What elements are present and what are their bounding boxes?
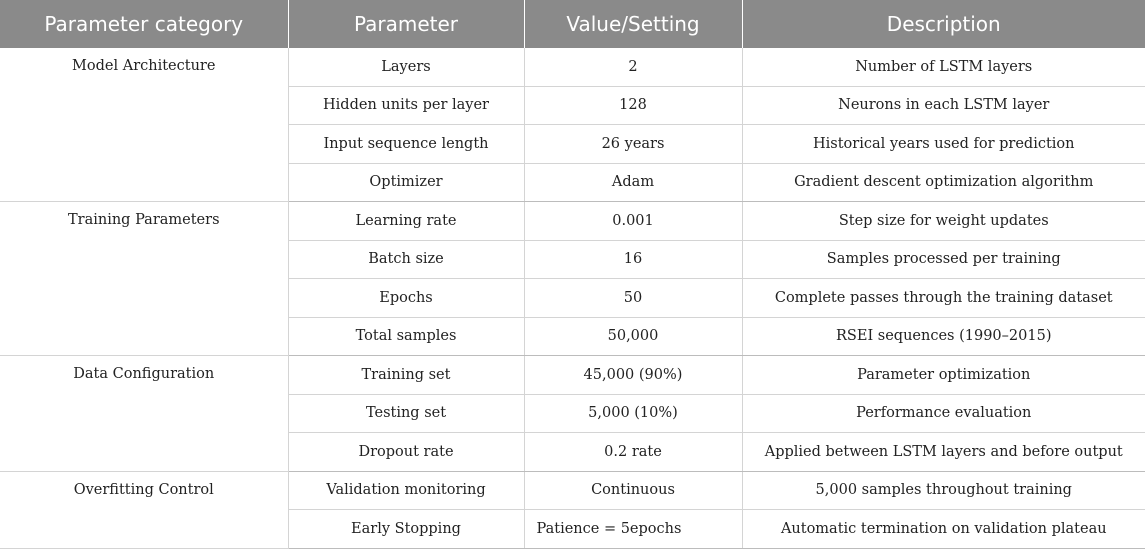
parameter-cell: Testing set — [288, 394, 524, 433]
description-cell: Parameter optimization — [742, 356, 1145, 395]
description-cell: Samples processed per training — [742, 240, 1145, 279]
description-cell: RSEI sequences (1990–2015) — [742, 317, 1145, 356]
header-parameter-category: Parameter category — [0, 0, 288, 48]
description-cell: Gradient descent optimization algorithm — [742, 163, 1145, 202]
value-cell: 128 — [524, 86, 742, 125]
description-cell: Historical years used for prediction — [742, 125, 1145, 164]
parameter-cell: Early Stopping — [288, 510, 524, 549]
description-cell: Neurons in each LSTM layer — [742, 86, 1145, 125]
description-cell: Complete passes through the training dataset — [742, 279, 1145, 318]
value-cell: Continuous — [524, 471, 742, 510]
description-cell: Number of LSTM layers — [742, 48, 1145, 86]
table-row — [0, 202, 1145, 241]
description-cell: Applied between LSTM layers and before output — [742, 433, 1145, 472]
parameter-cell: Layers — [288, 48, 524, 86]
parameter-cell: Validation monitoring — [288, 471, 524, 510]
parameter-cell: Hidden units per layer — [288, 86, 524, 125]
description-cell: Step size for weight updates — [742, 202, 1145, 241]
header-parameter: Parameter — [288, 0, 524, 48]
parameter-cell: Training set — [288, 356, 524, 395]
parameter-cell: Learning rate — [288, 202, 524, 241]
table-row — [0, 356, 1145, 395]
parameter-cell: Dropout rate — [288, 433, 524, 472]
table-body — [0, 48, 1145, 548]
value-cell: 0.001 — [524, 202, 742, 241]
parameter-cell: Total samples — [288, 317, 524, 356]
value-cell: 5,000 (10%) — [524, 394, 742, 433]
value-cell: 2 — [524, 48, 742, 86]
table-row — [0, 48, 1145, 86]
header-row — [0, 0, 1145, 48]
value-cell: 0.2 rate — [524, 433, 742, 472]
value-cell: 45,000 (90%) — [524, 356, 742, 395]
parameter-cell: Optimizer — [288, 163, 524, 202]
category-cell: Data Configuration — [0, 356, 288, 472]
category-cell: Overfitting Control — [0, 471, 288, 548]
category-cell: Training Parameters — [0, 202, 288, 356]
value-cell: 16 — [524, 240, 742, 279]
header-description: Description — [742, 0, 1145, 48]
value-cell: Patience = 5epochs — [524, 510, 742, 549]
table-header — [0, 0, 1145, 48]
value-cell: Adam — [524, 163, 742, 202]
category-cell: Model Architecture — [0, 48, 288, 202]
value-cell: 50,000 — [524, 317, 742, 356]
table-row — [0, 471, 1145, 510]
description-cell: Automatic termination on validation plateau — [742, 510, 1145, 549]
value-cell: 50 — [524, 279, 742, 318]
parameter-cell: Batch size — [288, 240, 524, 279]
description-cell: 5,000 samples throughout training — [742, 471, 1145, 510]
description-cell: Performance evaluation — [742, 394, 1145, 433]
value-cell: 26 years — [524, 125, 742, 164]
header-value-setting: Value/Setting — [524, 0, 742, 48]
parameter-cell: Epochs — [288, 279, 524, 318]
parameter-cell: Input sequence length — [288, 125, 524, 164]
